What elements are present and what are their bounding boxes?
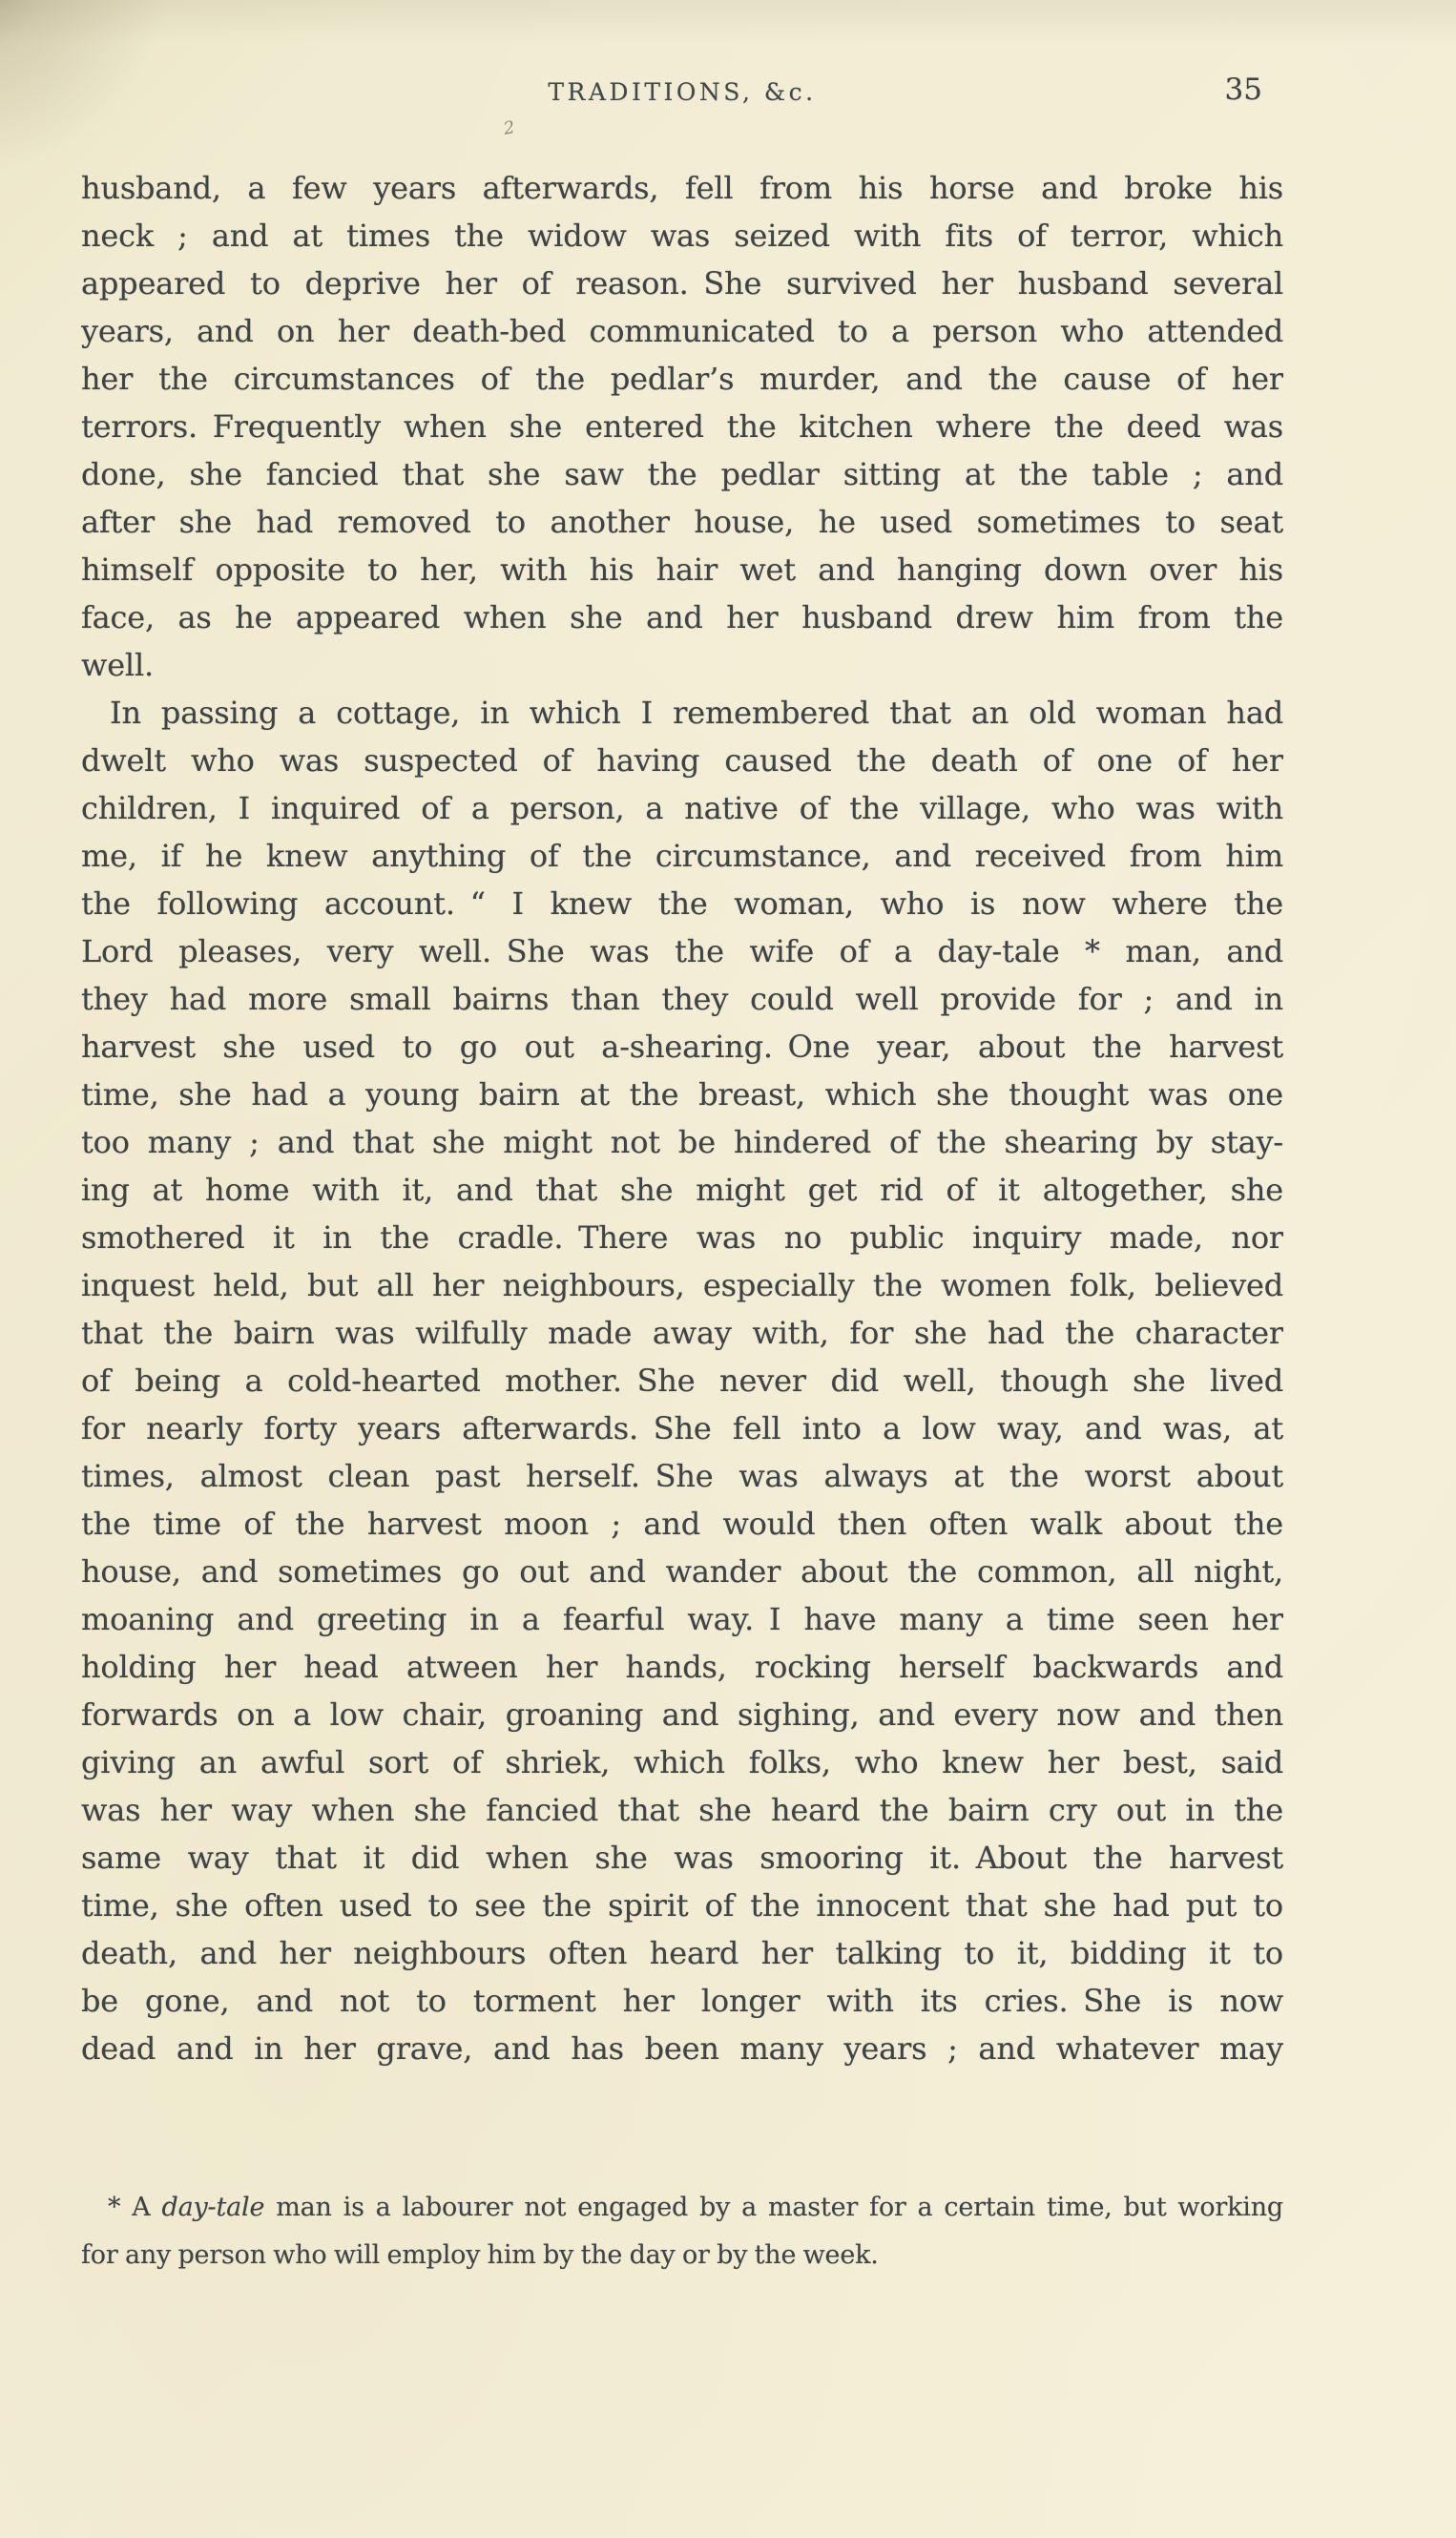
text-line: holding her head atween her hands, rocking herself backwards and — [81, 1649, 1283, 1685]
text-line: be gone, and not to torment her longer with its cries. She is now — [81, 1983, 1283, 2019]
text-line: face, as he appeared when she and her husband drew him from the — [81, 599, 1283, 635]
body-text — [81, 164, 1283, 2072]
text-line: for nearly forty years afterwards. She fell into a low way, and was, at — [81, 1410, 1283, 1446]
text-line: her the circumstances of the pedlar’s murder, and the cause of her — [81, 361, 1283, 397]
text-line: that the bairn was wilfully made away with, for she had the character — [81, 1315, 1283, 1351]
text-line: the time of the harvest moon ; and would then often walk about the — [81, 1506, 1283, 1542]
paragraph-pedlar-widow — [81, 164, 1283, 689]
text-line: In passing a cottage, in which I remembered that an old woman had — [110, 695, 1283, 731]
text-line: ing at home with it, and that she might get rid of it altogether, she — [81, 1172, 1283, 1208]
text-line: same way that it did when she was smooring it. About the harvest — [81, 1840, 1283, 1876]
text-line: years, and on her death-bed communicated to a person who attended — [81, 313, 1283, 349]
text-line: neck ; and at times the widow was seized with fits of terror, which — [81, 218, 1283, 254]
text-line: times, almost clean past herself. She was always at the worst about — [81, 1458, 1283, 1494]
text-line: harvest she used to go out a-shearing. One year, about the harvest — [81, 1029, 1283, 1065]
text-line: of being a cold-hearted mother. She never did well, though she lived — [81, 1363, 1283, 1399]
text-line: was her way when she fancied that she heard the bairn cry out in the — [81, 1792, 1283, 1828]
paragraph-old-woman — [81, 689, 1283, 2072]
text-line: children, I inquired of a person, a native of the village, who was with — [81, 790, 1283, 826]
footnote — [81, 2183, 1283, 2278]
footnote-line1-rest: man is a labourer not engaged by a master for a certain time, but working — [264, 2193, 1283, 2222]
footnote-line: for any person who will employ him by the day or by the week. — [81, 2240, 879, 2270]
text-line: inquest held, but all her neighbours, especially the women folk, believed — [81, 1267, 1283, 1303]
footnote-term-italic: day-tale — [161, 2193, 265, 2222]
text-line: the following account. “ I knew the woman, who is now where the — [81, 885, 1283, 922]
text-line: smothered it in the cradle. There was no public inquiry made, nor — [81, 1219, 1283, 1256]
text-line: himself opposite to her, with his hair wet and hanging down over his — [81, 551, 1283, 588]
text-line: Lord pleases, very well. She was the wife of a day-tale * man, and — [81, 933, 1283, 969]
page-number: 35 — [1224, 73, 1262, 107]
footnote-line — [81, 2183, 1283, 2231]
text-line: me, if he knew anything of the circumstance, and received from him — [81, 838, 1283, 874]
text-line: they had more small bairns than they could well provide for ; and in — [81, 981, 1283, 1017]
text-line: appeared to deprive her of reason. She survived her husband several — [81, 265, 1283, 302]
text-line: terrors. Frequently when she entered the kitchen where the deed was — [81, 408, 1283, 445]
text-line: dead and in her grave, and has been many years ; and whatever may — [81, 2030, 1283, 2067]
text-line: too many ; and that she might not be hindered of the shearing by stay- — [81, 1124, 1283, 1160]
text-line: moaning and greeting in a fearful way. I have many a time seen her — [81, 1601, 1283, 1637]
text-line: husband, a few years afterwards, fell from his horse and broke his — [81, 170, 1283, 206]
text-line: giving an awful sort of shriek, which folks, who knew her best, said — [81, 1744, 1283, 1780]
text-line: after she had removed to another house, he used sometimes to seat — [81, 504, 1283, 540]
running-header-title: TRADITIONS, &c. — [548, 78, 817, 106]
text-line: time, she often used to see the spirit of the innocent that she had put to — [81, 1887, 1283, 1924]
footnote-marker-and-prefix: * A — [108, 2193, 162, 2222]
text-line: done, she fancied that she saw the pedlar sitting at the table ; and — [81, 456, 1283, 492]
text-line: house, and sometimes go out and wander about the common, all night, — [81, 1553, 1283, 1590]
text-line: well. — [81, 647, 154, 683]
text-line: forwards on a low chair, groaning and sighing, and every now and then — [81, 1696, 1283, 1733]
press-figure-mark: 2 — [502, 117, 517, 139]
page-header — [81, 73, 1283, 114]
text-line: death, and her neighbours often heard her talking to it, bidding it to — [81, 1935, 1283, 1971]
text-line: time, she had a young bairn at the breast, which she thought was one — [81, 1076, 1283, 1113]
text-line: dwelt who was suspected of having caused the death of one of her — [81, 742, 1283, 779]
